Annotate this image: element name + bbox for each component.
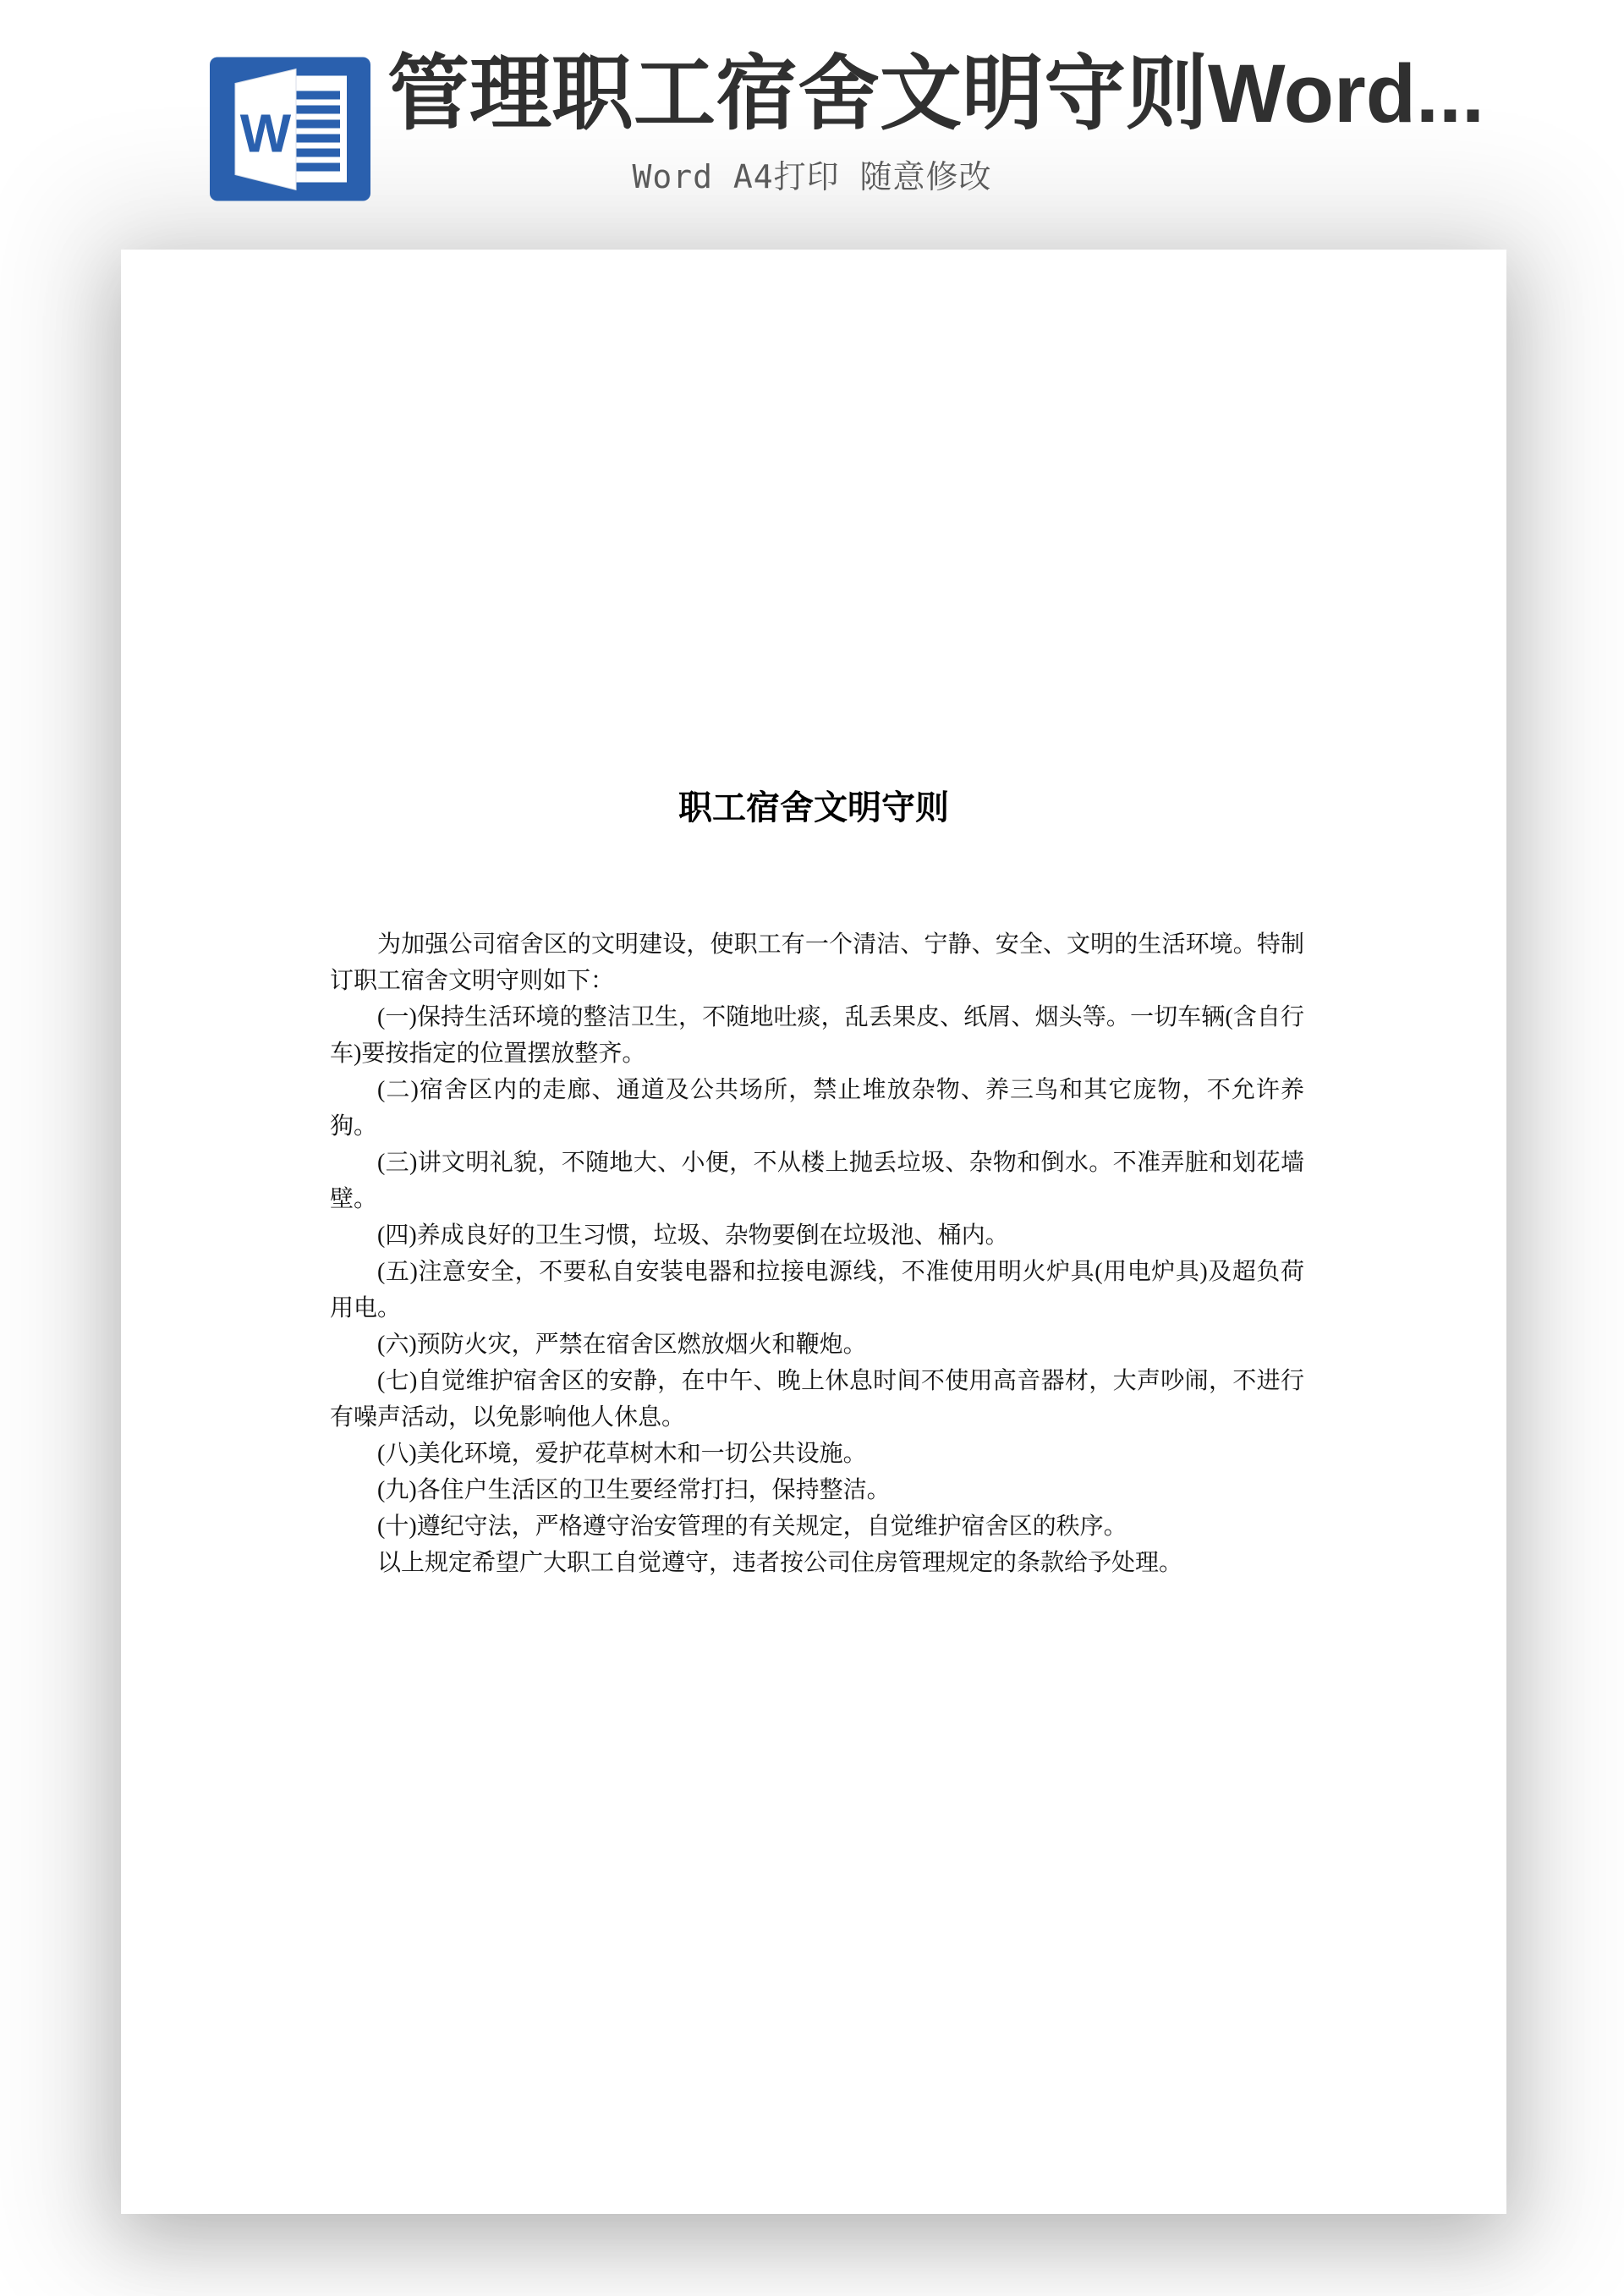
- word-icon-letter: W: [239, 102, 292, 164]
- document-body: [330, 926, 1304, 1581]
- document-paragraph: (九)各住户生活区的卫生要经常打扫，保持整洁。: [377, 1477, 891, 1503]
- document-paragraph: 以上规定希望广大职工自觉遵守，违者按公司住房管理规定的条款给予处理。: [377, 1550, 1183, 1576]
- document-paragraph: (七)自觉维护宿舍区的安静，在中午、晚上休息时间不使用高音器材，大声吵闹，不进行有噪声活动，以免影响他人休息。: [330, 1368, 1304, 1431]
- document-paragraph: (五)注意安全，不要私自安装电器和拉接电源线，不准使用明火炉具(用电炉具)及超负荷用电。: [330, 1259, 1304, 1321]
- document-paragraph: (八)美化环境，爱护花草树木和一切公共设施。: [377, 1441, 867, 1467]
- document-paragraph: (三)讲文明礼貌，不随地大、小便，不从楼上抛丢垃圾、杂物和倒水。不准弄脏和划花墙壁。: [330, 1150, 1304, 1212]
- document-title: 职工宿舍文明守则: [678, 789, 949, 827]
- document-paragraph: (六)预防火灾，严禁在宿舍区燃放烟火和鞭炮。: [377, 1332, 867, 1358]
- document-paragraph: 为加强公司宿舍区的文明建设，使职工有一个清洁、宁静、安全、文明的生活环境。特制订职工宿舍文明守则如下：: [330, 931, 1304, 994]
- document-paragraph: (二)宿舍区内的走廊、通道及公共场所，禁止堆放杂物、养三鸟和其它庞物，不允许养狗。: [330, 1077, 1304, 1140]
- page-title: 管理职工宿舍文明守则Word...: [387, 47, 1484, 140]
- document-page: [121, 250, 1506, 2214]
- page-subtitle: Word A4打印 随意修改: [632, 158, 992, 195]
- document-paragraph: (十)遵纪守法，严格遵守治安管理的有关规定，自觉维护宿舍区的秩序。: [377, 1513, 1127, 1540]
- header: [0, 0, 1624, 220]
- document-paragraph: (一)保持生活环境的整洁卫生，不随地吐痰，乱丢果皮、纸屑、烟头等。一切车辆(含自行车)要按指定的位置摆放整齐。: [330, 1004, 1304, 1067]
- document-paragraph: (四)养成良好的卫生习惯，垃圾、杂物要倒在垃圾池、桶内。: [377, 1222, 1009, 1249]
